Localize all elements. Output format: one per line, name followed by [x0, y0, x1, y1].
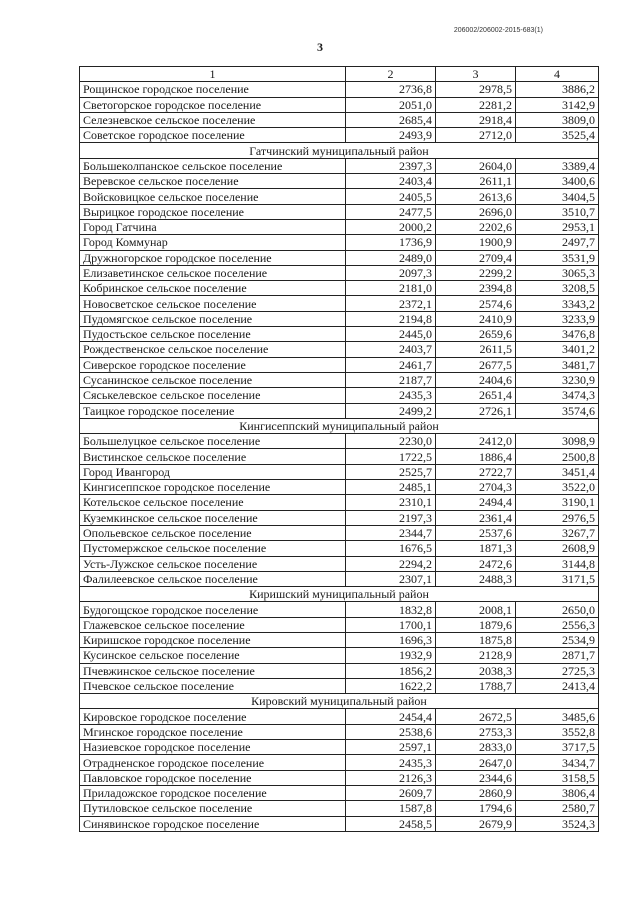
settlement-name: Куземкинское сельское поселение [80, 510, 346, 525]
settlement-name: Назиевское городское поселение [80, 740, 346, 755]
value-cell: 2403,7 [346, 342, 436, 357]
value-cell: 2833,0 [436, 740, 516, 755]
value-cell: 2574,6 [436, 296, 516, 311]
value-cell: 1794,6 [436, 801, 516, 816]
settlement-name: Пустомержское сельское поселение [80, 541, 346, 556]
value-cell: 2051,0 [346, 97, 436, 112]
value-cell: 3717,5 [516, 740, 599, 755]
value-cell: 2181,0 [346, 281, 436, 296]
settlement-name: Город Коммунар [80, 235, 346, 250]
value-cell: 1871,3 [436, 541, 516, 556]
value-cell: 2202,6 [436, 219, 516, 234]
table-row [80, 388, 599, 403]
table-row [80, 480, 599, 495]
value-cell: 2310,1 [346, 495, 436, 510]
table-row [80, 801, 599, 816]
table-row [80, 556, 599, 571]
settlement-name: Пудостьское сельское поселение [80, 327, 346, 342]
value-cell: 2445,0 [346, 327, 436, 342]
column-header: 4 [516, 67, 599, 82]
value-cell: 2412,0 [436, 434, 516, 449]
table-row [80, 327, 599, 342]
table-row [80, 189, 599, 204]
value-cell: 2726,1 [436, 403, 516, 418]
value-cell: 2722,7 [436, 464, 516, 479]
table-row [80, 342, 599, 357]
value-cell: 2725,3 [516, 663, 599, 678]
value-cell: 2753,3 [436, 724, 516, 739]
table-row [80, 663, 599, 678]
value-cell: 3524,3 [516, 816, 599, 831]
settlement-name: Елизаветинское сельское поселение [80, 265, 346, 280]
settlement-name: Пчевское сельское поселение [80, 678, 346, 693]
value-cell: 2126,3 [346, 770, 436, 785]
table-row [80, 709, 599, 724]
settlement-name: Отрадненское городское поселение [80, 755, 346, 770]
value-cell: 2499,2 [346, 403, 436, 418]
value-cell: 3525,4 [516, 128, 599, 143]
value-cell: 3233,9 [516, 311, 599, 326]
settlement-name: Павловское городское поселение [80, 770, 346, 785]
value-cell: 2413,4 [516, 678, 599, 693]
value-cell: 3574,6 [516, 403, 599, 418]
table-row [80, 112, 599, 127]
value-cell: 2435,3 [346, 388, 436, 403]
district-name: Кировский муниципальный район [80, 694, 599, 709]
district-header-row [80, 143, 599, 158]
value-cell: 2651,4 [436, 388, 516, 403]
settlement-name: Путиловское сельское поселение [80, 801, 346, 816]
table-row [80, 648, 599, 663]
column-header: 1 [80, 67, 346, 82]
value-cell: 3158,5 [516, 770, 599, 785]
settlement-name: Фалилеевское сельское поселение [80, 571, 346, 586]
table-row [80, 235, 599, 250]
value-cell: 2736,8 [346, 82, 436, 97]
value-cell: 3404,5 [516, 189, 599, 204]
settlement-name: Вырицкое городское поселение [80, 204, 346, 219]
settlement-name: Мгинское городское поселение [80, 724, 346, 739]
value-cell: 2461,7 [346, 357, 436, 372]
value-cell: 2405,5 [346, 189, 436, 204]
value-cell: 2679,9 [436, 816, 516, 831]
value-cell: 2978,5 [436, 82, 516, 97]
value-cell: 2647,0 [436, 755, 516, 770]
value-cell: 1879,6 [436, 617, 516, 632]
value-cell: 1587,8 [346, 801, 436, 816]
settlement-name: Кировское городское поселение [80, 709, 346, 724]
table-row [80, 510, 599, 525]
value-cell: 2525,7 [346, 464, 436, 479]
value-cell: 2976,5 [516, 510, 599, 525]
table-row [80, 97, 599, 112]
value-cell: 2597,1 [346, 740, 436, 755]
district-header-row [80, 418, 599, 433]
value-cell: 2918,4 [436, 112, 516, 127]
value-cell: 3098,9 [516, 434, 599, 449]
value-cell: 2604,0 [436, 158, 516, 173]
value-cell: 2372,1 [346, 296, 436, 311]
value-cell: 3806,4 [516, 785, 599, 800]
value-cell: 2281,2 [436, 97, 516, 112]
settlement-name: Войсковицкое сельское поселение [80, 189, 346, 204]
value-cell: 3474,3 [516, 388, 599, 403]
value-cell: 3485,6 [516, 709, 599, 724]
value-cell: 2493,9 [346, 128, 436, 143]
page-number: 3 [317, 40, 323, 54]
value-cell: 1736,9 [346, 235, 436, 250]
district-name: Гатчинский муниципальный район [80, 143, 599, 158]
value-cell: 2534,9 [516, 632, 599, 647]
settlement-name: Пудомягское сельское поселение [80, 311, 346, 326]
value-cell: 2685,4 [346, 112, 436, 127]
value-cell: 1900,9 [436, 235, 516, 250]
value-cell: 2580,7 [516, 801, 599, 816]
value-cell: 2403,4 [346, 174, 436, 189]
settlement-name: Большелуцкое сельское поселение [80, 434, 346, 449]
value-cell: 2677,5 [436, 357, 516, 372]
table-row [80, 464, 599, 479]
value-cell: 1788,7 [436, 678, 516, 693]
value-cell: 3886,2 [516, 82, 599, 97]
table-row [80, 403, 599, 418]
value-cell: 3809,0 [516, 112, 599, 127]
value-cell: 2489,0 [346, 250, 436, 265]
value-cell: 2000,2 [346, 219, 436, 234]
value-cell: 3267,7 [516, 525, 599, 540]
value-cell: 3434,7 [516, 755, 599, 770]
settlement-name: Глажевское сельское поселение [80, 617, 346, 632]
settlement-name: Будогощское городское поселение [80, 602, 346, 617]
value-cell: 2435,3 [346, 755, 436, 770]
settlement-name: Новосветское сельское поселение [80, 296, 346, 311]
table-row [80, 372, 599, 387]
table-row [80, 296, 599, 311]
value-cell: 2672,5 [436, 709, 516, 724]
table-row [80, 281, 599, 296]
value-cell: 2008,1 [436, 602, 516, 617]
settlement-name: Сиверское городское поселение [80, 357, 346, 372]
value-cell: 2187,7 [346, 372, 436, 387]
value-cell: 1722,5 [346, 449, 436, 464]
value-cell: 3476,8 [516, 327, 599, 342]
value-cell: 2696,0 [436, 204, 516, 219]
value-cell: 2128,9 [436, 648, 516, 663]
value-cell: 3401,2 [516, 342, 599, 357]
table-body [80, 82, 599, 832]
table-row [80, 724, 599, 739]
value-cell: 2659,6 [436, 327, 516, 342]
settlement-name: Большеколпанское сельское поселение [80, 158, 346, 173]
settlement-name: Вистинское сельское поселение [80, 449, 346, 464]
district-name: Кингисеппский муниципальный район [80, 418, 599, 433]
table-row [80, 632, 599, 647]
value-cell: 3142,9 [516, 97, 599, 112]
value-cell: 2613,6 [436, 189, 516, 204]
value-cell: 2609,7 [346, 785, 436, 800]
value-cell: 3522,0 [516, 480, 599, 495]
settlement-name: Приладожское городское поселение [80, 785, 346, 800]
value-cell: 2611,1 [436, 174, 516, 189]
settlement-name: Рождественское сельское поселение [80, 342, 346, 357]
table-row [80, 449, 599, 464]
value-cell: 2611,5 [436, 342, 516, 357]
value-cell: 3531,9 [516, 250, 599, 265]
value-cell: 2485,1 [346, 480, 436, 495]
column-header: 3 [436, 67, 516, 82]
settlement-name: Светогорское городское поселение [80, 97, 346, 112]
table-row [80, 158, 599, 173]
value-cell: 2194,8 [346, 311, 436, 326]
table-row [80, 128, 599, 143]
value-cell: 1832,8 [346, 602, 436, 617]
table-row [80, 174, 599, 189]
value-cell: 2500,8 [516, 449, 599, 464]
district-header-row [80, 694, 599, 709]
settlement-name: Сяськелевское сельское поселение [80, 388, 346, 403]
value-cell: 3343,2 [516, 296, 599, 311]
table-row [80, 250, 599, 265]
value-cell: 3065,3 [516, 265, 599, 280]
district-name: Киришский муниципальный район [80, 587, 599, 602]
value-cell: 3510,7 [516, 204, 599, 219]
settlement-name: Кобринское сельское поселение [80, 281, 346, 296]
value-cell: 2197,3 [346, 510, 436, 525]
value-cell: 2472,6 [436, 556, 516, 571]
value-cell: 2871,7 [516, 648, 599, 663]
value-cell: 2397,3 [346, 158, 436, 173]
value-cell: 2410,9 [436, 311, 516, 326]
value-cell: 2307,1 [346, 571, 436, 586]
value-cell: 2497,7 [516, 235, 599, 250]
settlement-name: Дружногорское городское поселение [80, 250, 346, 265]
value-cell: 2537,6 [436, 525, 516, 540]
value-cell: 1886,4 [436, 449, 516, 464]
value-cell: 3190,1 [516, 495, 599, 510]
table-row [80, 357, 599, 372]
value-cell: 3451,4 [516, 464, 599, 479]
value-cell: 2294,2 [346, 556, 436, 571]
settlement-name: Синявинское городское поселение [80, 816, 346, 831]
table-row [80, 602, 599, 617]
settlement-name: Кингисеппское городское поселение [80, 480, 346, 495]
table-row [80, 571, 599, 586]
value-cell: 2538,6 [346, 724, 436, 739]
value-cell: 1875,8 [436, 632, 516, 647]
value-cell: 1700,1 [346, 617, 436, 632]
settlement-name: Пчевжинское сельское поселение [80, 663, 346, 678]
value-cell: 2404,6 [436, 372, 516, 387]
table-row [80, 525, 599, 540]
value-cell: 2650,0 [516, 602, 599, 617]
value-cell: 2709,4 [436, 250, 516, 265]
value-cell: 1676,5 [346, 541, 436, 556]
district-header-row [80, 587, 599, 602]
value-cell: 1932,9 [346, 648, 436, 663]
settlement-name: Опольевское сельское поселение [80, 525, 346, 540]
table-row [80, 770, 599, 785]
document-code: 206002/206002-2015-683(1) [453, 27, 543, 34]
settlement-name: Селезневское сельское поселение [80, 112, 346, 127]
value-cell: 2344,6 [436, 770, 516, 785]
value-cell: 2361,4 [436, 510, 516, 525]
settlement-name: Город Ивангород [80, 464, 346, 479]
settlement-name: Кусинское сельское поселение [80, 648, 346, 663]
table-row [80, 219, 599, 234]
value-cell: 2230,0 [346, 434, 436, 449]
settlement-name: Советское городское поселение [80, 128, 346, 143]
value-cell: 3171,5 [516, 571, 599, 586]
table-row [80, 495, 599, 510]
value-cell: 2477,5 [346, 204, 436, 219]
value-cell: 3208,5 [516, 281, 599, 296]
table-header-row [80, 67, 599, 82]
table-row [80, 204, 599, 219]
value-cell: 3389,4 [516, 158, 599, 173]
table-row [80, 755, 599, 770]
table-row [80, 785, 599, 800]
value-cell: 2299,2 [436, 265, 516, 280]
table-row [80, 265, 599, 280]
value-cell: 3552,8 [516, 724, 599, 739]
column-header: 2 [346, 67, 436, 82]
settlement-table [79, 66, 599, 832]
value-cell: 3481,7 [516, 357, 599, 372]
value-cell: 2608,9 [516, 541, 599, 556]
settlement-name: Веревское сельское поселение [80, 174, 346, 189]
value-cell: 2097,3 [346, 265, 436, 280]
settlement-name: Котельское сельское поселение [80, 495, 346, 510]
value-cell: 2394,8 [436, 281, 516, 296]
value-cell: 1856,2 [346, 663, 436, 678]
table-row [80, 678, 599, 693]
value-cell: 2458,5 [346, 816, 436, 831]
table-row [80, 82, 599, 97]
value-cell: 3230,9 [516, 372, 599, 387]
value-cell: 2454,4 [346, 709, 436, 724]
value-cell: 2494,4 [436, 495, 516, 510]
settlement-name: Усть-Лужское сельское поселение [80, 556, 346, 571]
table-row [80, 311, 599, 326]
table-row [80, 434, 599, 449]
table-row [80, 617, 599, 632]
value-cell: 2038,3 [436, 663, 516, 678]
table-row [80, 541, 599, 556]
value-cell: 2556,3 [516, 617, 599, 632]
settlement-name: Таицкое городское поселение [80, 403, 346, 418]
settlement-name: Город Гатчина [80, 219, 346, 234]
value-cell: 2860,9 [436, 785, 516, 800]
table-row [80, 740, 599, 755]
value-cell: 2488,3 [436, 571, 516, 586]
value-cell: 3144,8 [516, 556, 599, 571]
value-cell: 2712,0 [436, 128, 516, 143]
value-cell: 1696,3 [346, 632, 436, 647]
settlement-name: Рощинское городское поселение [80, 82, 346, 97]
value-cell: 2344,7 [346, 525, 436, 540]
value-cell: 3400,6 [516, 174, 599, 189]
value-cell: 2704,3 [436, 480, 516, 495]
value-cell: 2953,1 [516, 219, 599, 234]
settlement-name: Киришское городское поселение [80, 632, 346, 647]
settlement-name: Сусанинское сельское поселение [80, 372, 346, 387]
value-cell: 1622,2 [346, 678, 436, 693]
table-row [80, 816, 599, 831]
